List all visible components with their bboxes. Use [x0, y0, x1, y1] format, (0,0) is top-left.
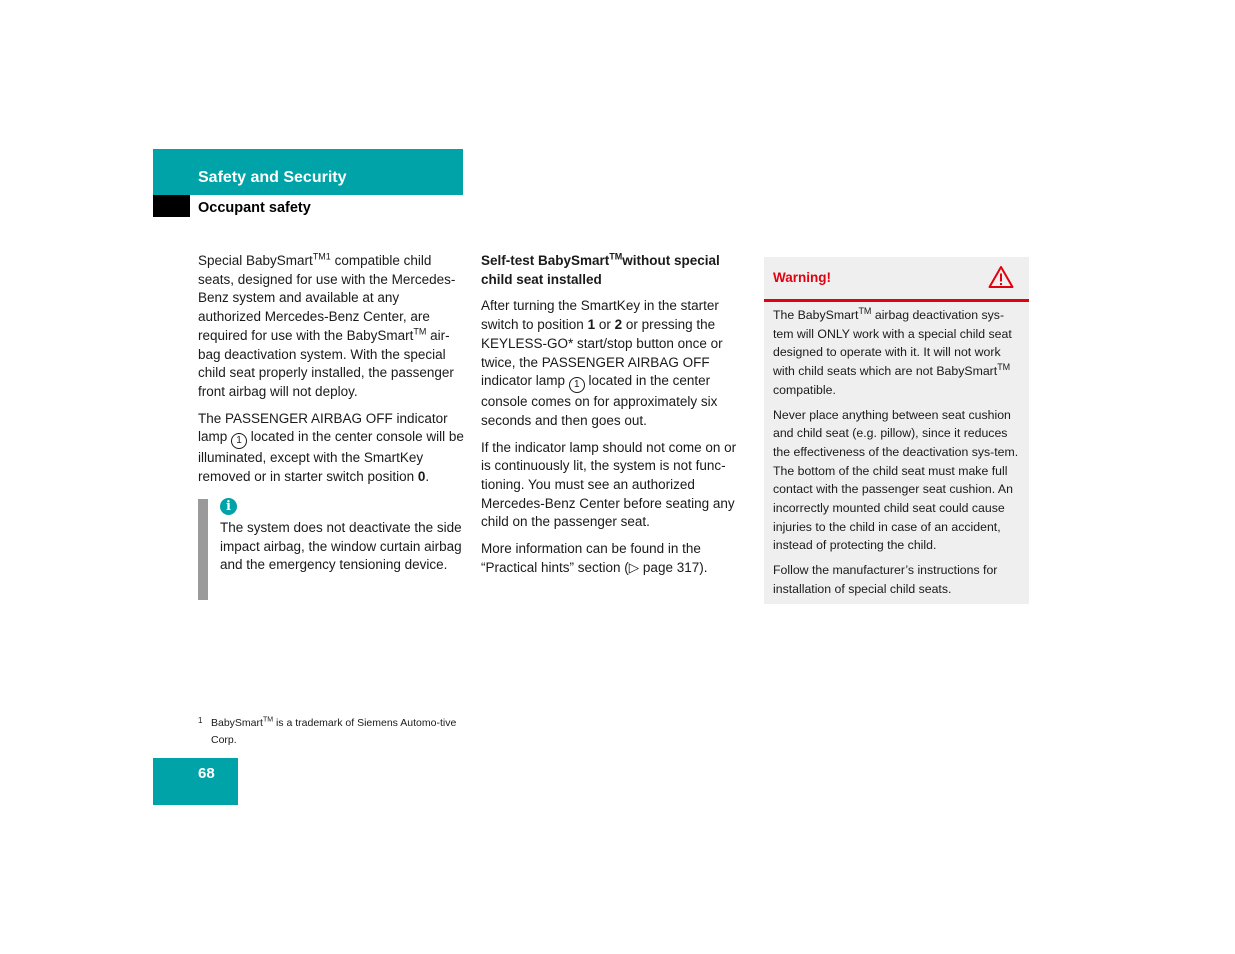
warning-box — [764, 257, 1029, 604]
malfunction-paragraph: If the indicator lamp should not come on or is continuously lit, the system is not func-tioning. You must see an authorized Mercedes-Benz Center before seating any child on the passenger seat. — [481, 439, 737, 530]
trademark-superscript: TM — [413, 326, 427, 337]
self-test-heading — [481, 252, 745, 289]
switch-position: 0 — [417, 469, 426, 485]
info-note-bar — [198, 499, 208, 600]
warning-triangle-icon — [988, 265, 1014, 289]
warning-header — [764, 257, 1029, 302]
text-run: located in the center console comes on for approximately six seconds and then goes out. — [481, 373, 718, 428]
subsection-marker — [153, 195, 190, 217]
text-run: air-bag deactivation system. With the special child seat properly installed, the passenger front airbag will not deploy. — [198, 327, 454, 399]
text-run: Self-test BabySmart — [481, 253, 610, 268]
trademark-superscript: TM — [997, 362, 1011, 373]
intro-paragraph — [198, 252, 464, 402]
text-run: The PASSENGER AIRBAG OFF indicator lamp — [198, 410, 448, 445]
footnote-number: 1 — [198, 716, 203, 725]
text-run: without special child seat installed — [481, 253, 720, 287]
text-run: located in the center console will be illuminated, except with the SmartKey removed or in starter switch position — [198, 429, 464, 485]
warning-label: Warning! — [773, 270, 831, 285]
switch-position: 1 — [587, 317, 596, 333]
footnote-text — [211, 715, 464, 748]
trademark-superscript: TM1 — [312, 251, 331, 262]
warning-paragraph: Never place anything between seat cushion and child seat (e.g. pillow), since it reduces the effectiveness of the deactivation sys-tem. The bottom of the child seat must make full contact with the passenger seat cushion. An incorrectly mounted child seat could cause injuries to the child in case of an accident, instead of protecting the child. — [773, 407, 1019, 553]
text-run: The BabySmart — [773, 308, 859, 322]
page-number: 68 — [198, 765, 215, 782]
text-run: . — [425, 469, 430, 485]
info-icon: i — [220, 498, 237, 515]
page-number-box — [153, 758, 238, 805]
callout-number-icon: 1 — [231, 433, 247, 449]
text-run: or — [595, 317, 615, 333]
warning-body — [773, 306, 1021, 605]
info-note-text: The system does not deactivate the side impact airbag, the window curtain airbag and the emergency tensioning device. — [220, 520, 462, 573]
indicator-paragraph — [198, 410, 464, 487]
text-run: compatible. — [773, 382, 836, 397]
text-run: BabySmart — [211, 717, 263, 729]
text-run: is a trademark of Siemens Automo-tive Corp. — [211, 717, 457, 746]
text-run: or pressing the KEYLESS-GO* start/stop button once or twice, the PASSENGER AIRBAG OFF indicator lamp — [481, 317, 723, 389]
switch-position: 2 — [614, 317, 623, 333]
info-note — [198, 499, 464, 600]
text-run: airbag deactivation sys-tem will ONLY work with a special child seat designed to operate with it. It will not work with child seats which are not BabySmart — [773, 308, 1012, 379]
text-run: compatible child seats, designed for use with the Mercedes-Benz system and available at any authorized Mercedes-Benz Center, are required for use with the BabySmart — [198, 253, 456, 343]
subsection-title: Occupant safety — [198, 200, 311, 216]
more-info-paragraph: More information can be found in the “Practical hints” section (▷ page 317). — [481, 541, 708, 575]
self-test-paragraph — [481, 297, 745, 430]
section-title: Safety and Security — [198, 169, 347, 186]
left-column — [198, 252, 464, 495]
trademark-superscript: TM — [858, 305, 872, 316]
text-run: Special BabySmart — [198, 253, 313, 268]
text-run: After turning the SmartKey in the starter switch to position — [481, 298, 719, 333]
warning-paragraph — [773, 306, 1021, 400]
warning-paragraph: Follow the manufacturer’s instructions for installation of special child seats. — [773, 563, 998, 596]
callout-number-icon: 1 — [569, 377, 585, 393]
middle-column — [481, 252, 745, 586]
trademark-superscript: TM — [262, 716, 274, 724]
trademark-superscript: TM — [609, 251, 623, 262]
